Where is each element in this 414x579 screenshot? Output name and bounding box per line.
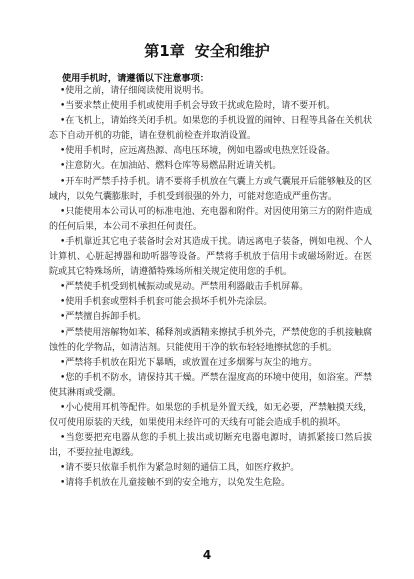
safety-item: •注意防火。在加油站、燃料仓库等易燃品附近请关机。 [60,161,282,172]
safety-item: •严禁使用溶解物如苯、稀释剂或酒精来擦拭手机外壳，严禁使您的手机接触腐蚀性的化学物品，如清洁剂。只能使用干净的软布轻轻地擦拭您的手机。 [49,327,372,353]
safety-item: •只能使用本公司认可的标准电池、充电器和附件。对因使用第三方的附件造成的任何后果，本公司不承担任何责任。 [49,206,372,232]
chapter-label: 第1章 [144,42,185,60]
page-number: 4 [202,548,212,562]
safety-item: •小心使用耳机等配件。如果您的手机是外置天线，如无必要，严禁触摸天线，仅可使用原装的天线，如果使用未经许可的天线有可能会造成手机的损坏。 [49,402,372,429]
chapter-title [0,40,414,61]
safety-item: •严禁擅自拆卸手机。 [60,312,147,323]
safety-item: •使用之前，请仔细阅读使用说明书。 [60,86,210,96]
safety-item: •使用手机时，应远离热源、高电压环境，例如电器或电热烹饪设备。 [60,146,336,157]
safety-item: •请不要只依靠手机作为紧急时刻的通信工具，如医疗救护。 [60,463,300,474]
safety-item: •请将手机放在儿童接触不到的安全地方，以免发生危险。 [60,478,291,489]
safety-item: •严禁使手机受到机械振动或晃动。严禁用利器敲击手机屏幕。 [60,282,309,293]
intro-heading: 使用手机时，请遵循以下注意事项： [62,73,209,84]
safety-list [49,84,372,492]
safety-item: •使用手机套或塑料手机套可能会损坏手机外壳涂层。 [60,297,273,308]
safety-item: •当要求禁止使用手机或使用手机会导致干扰或危险时，请不要开机。 [60,101,336,112]
safety-item: •手机靠近其它电子装备时会对其造成干扰。请远离电子装备，例如电视、个人计算机、心脏起搏器和助听器等设备。严禁将手机放于信用卡或磁场附近。在医院或其它特殊场所，请遵循特殊场所相关规定使用您的手机。 [49,236,372,278]
safety-item: •严禁将手机放在阳光下暴晒，或放置在过多烟雾与灰尘的地方。 [60,357,318,368]
safety-item: •在飞机上，请始终关闭手机。如果您的手机设置的闹钟、日程等具备在关机状态下自动开机的功能，请在登机前检查并取消设置。 [49,116,372,142]
safety-item: •开车时严禁手持手机。请不要将手机放在气囊上方或气囊展开后能够触及的区域内，以免气囊膨胀时，手机受到很强的外力，可能对您造成严重伤害。 [49,176,372,202]
chapter-heading: 安全和维护 [194,42,270,60]
safety-item: •当您要把充电器从您的手机上拔出或切断充电器电源时，请抓紧接口然后拔出，不要拉扯电源线。 [49,433,372,459]
safety-item: •您的手机不防水，请保持其干燥。严禁在湿度高的环境中使用，如浴室。严禁使其淋雨或受潮。 [49,372,372,398]
